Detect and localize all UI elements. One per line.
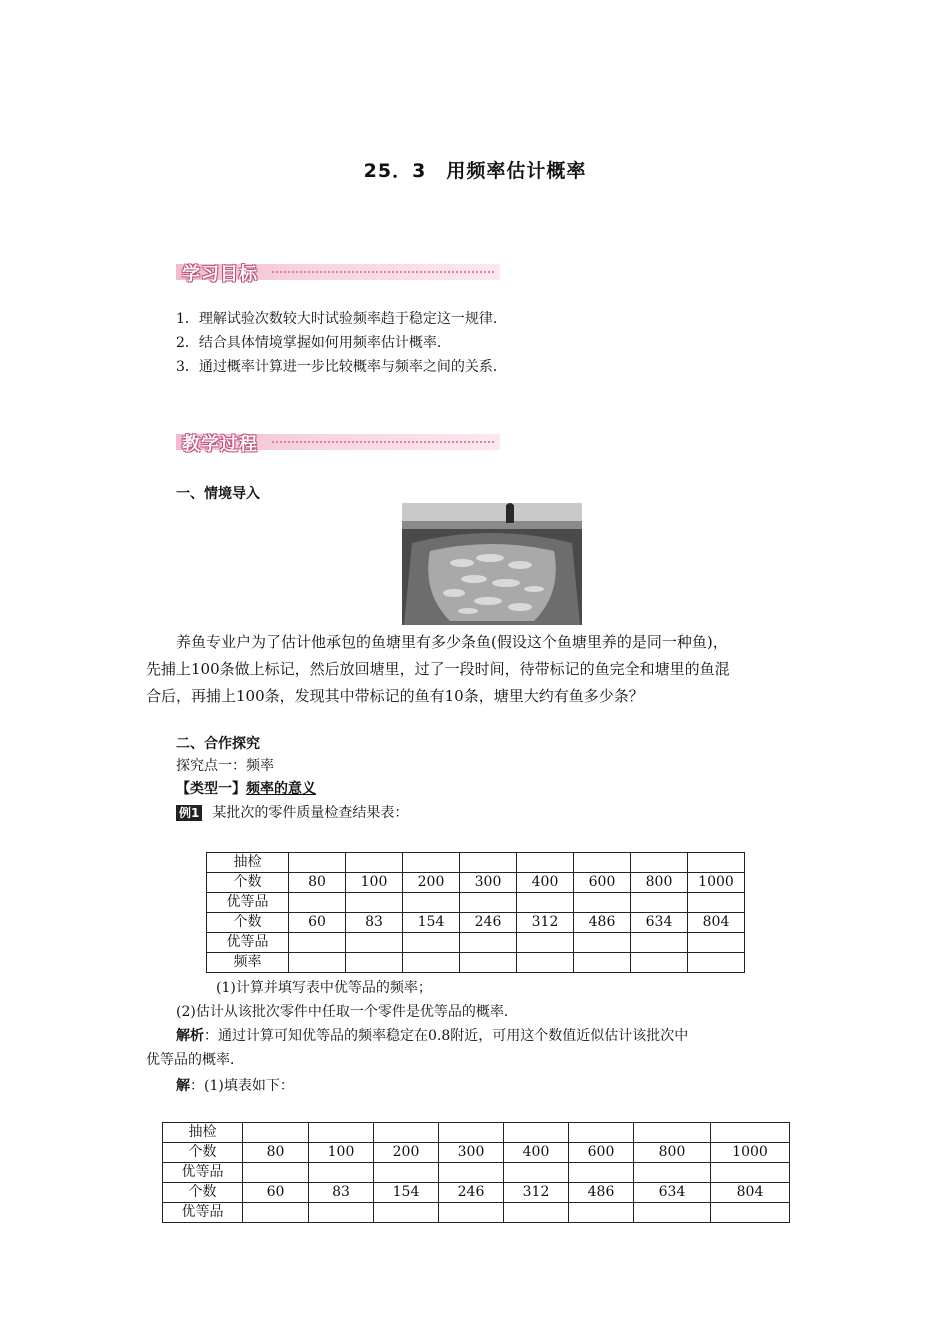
table-cell: 83 <box>346 913 403 933</box>
solution-text: ：(1)填表如下： <box>190 1078 294 1094</box>
table-row <box>207 873 745 893</box>
goal-2: 2．结合具体情境掌握如何用频率估计概率． <box>176 335 451 351</box>
intro-line-1: 养鱼专业户为了估计他承包的鱼塘里有多少条鱼(假设这个鱼塘里养的是同一种鱼)， <box>176 633 728 651</box>
row-label: 个数 <box>163 1143 243 1163</box>
row-label: 个数 <box>163 1183 243 1203</box>
table-cell: 100 <box>346 873 403 893</box>
table-row <box>207 853 745 873</box>
intro-line-2: 先捕上100条做上标记，然后放回塘里，过了一段时间，待带标记的鱼完全和塘里的鱼混 <box>146 660 730 678</box>
table-cell: 200 <box>374 1143 439 1163</box>
goal-3: 3．通过概率计算进一步比较概率与频率之间的关系． <box>176 359 507 375</box>
analysis-label: 解析 <box>176 1028 204 1044</box>
type-heading <box>176 779 316 799</box>
analysis-line-2: 优等品的概率． <box>146 1052 244 1068</box>
page-title: 25．3 用频率估计概率 <box>363 160 587 182</box>
solution-label: 解 <box>176 1078 190 1094</box>
table-row <box>163 1123 790 1143</box>
table-cell: 200 <box>403 873 460 893</box>
table-cell: 300 <box>460 873 517 893</box>
explore-point: 探究点一：频率 <box>176 758 274 774</box>
banner-dotted-line <box>272 441 494 443</box>
row-label: 优等品 <box>163 1163 243 1183</box>
example-line <box>176 803 408 823</box>
solution-line <box>176 1076 294 1096</box>
table-row <box>207 933 745 953</box>
type-title: 频率的意义 <box>246 781 316 797</box>
table-cell: 600 <box>574 873 631 893</box>
teaching-process-banner <box>176 430 500 454</box>
row-label: 优等品 <box>163 1203 243 1223</box>
example-text: 某批次的零件质量检查结果表： <box>212 805 409 821</box>
table-cell: 800 <box>634 1143 711 1163</box>
table-cell: 800 <box>631 873 688 893</box>
row-label: 抽检 <box>163 1123 243 1143</box>
type-prefix: 【类型一】 <box>176 781 246 797</box>
analysis-text: ：通过计算可知优等品的频率稳定在0.8附近，可用这个数值近似估计该批次中 <box>204 1028 689 1044</box>
table-row <box>163 1203 790 1223</box>
table-cell: 312 <box>504 1183 569 1203</box>
table-row <box>207 893 745 913</box>
table-cell: 312 <box>517 913 574 933</box>
table-row <box>163 1163 790 1183</box>
table-cell: 400 <box>504 1143 569 1163</box>
example-badge: 例1 <box>176 805 202 821</box>
table-cell: 634 <box>631 913 688 933</box>
table-row <box>163 1143 790 1163</box>
quality-table-2 <box>162 1122 790 1223</box>
intro-line-3: 合后，再捕上100条，发现其中带标记的鱼有10条，塘里大约有鱼多少条？ <box>146 687 644 705</box>
cooperative-inquiry-heading: 二、合作探究 <box>176 736 260 752</box>
learning-goals-banner <box>176 260 500 284</box>
table-cell: 100 <box>309 1143 374 1163</box>
table-cell: 80 <box>289 873 346 893</box>
row-label: 个数 <box>207 913 289 933</box>
row-label: 优等品 <box>207 933 289 953</box>
fish-pond-icon <box>402 503 582 625</box>
row-label: 个数 <box>207 873 289 893</box>
table-cell: 154 <box>403 913 460 933</box>
table-cell: 246 <box>460 913 517 933</box>
row-label: 频率 <box>207 953 289 973</box>
table-cell: 60 <box>243 1183 309 1203</box>
row-label: 抽检 <box>207 853 289 873</box>
question-1: (1)计算并填写表中优等品的频率； <box>216 980 432 996</box>
table-cell: 1000 <box>711 1143 790 1163</box>
table-cell: 600 <box>569 1143 634 1163</box>
table-cell: 154 <box>374 1183 439 1203</box>
table-cell: 634 <box>634 1183 711 1203</box>
table-cell: 80 <box>243 1143 309 1163</box>
table-cell: 83 <box>309 1183 374 1203</box>
table-cell: 246 <box>439 1183 504 1203</box>
scenario-heading: 一、情境导入 <box>176 486 260 502</box>
table-row <box>207 953 745 973</box>
table-cell: 300 <box>439 1143 504 1163</box>
table-cell: 60 <box>289 913 346 933</box>
table-cell: 486 <box>569 1183 634 1203</box>
table-row <box>207 913 745 933</box>
banner-label: 教学过程 <box>182 434 258 455</box>
table-cell: 400 <box>517 873 574 893</box>
table-row <box>163 1183 790 1203</box>
question-2: (2)估计从该批次零件中任取一个零件是优等品的概率． <box>176 1004 518 1020</box>
table-cell: 486 <box>574 913 631 933</box>
fish-pond-photo <box>402 503 582 625</box>
banner-dotted-line <box>272 271 494 273</box>
table-cell: 804 <box>688 913 745 933</box>
quality-table-1 <box>206 852 745 973</box>
analysis-line-1 <box>176 1026 688 1046</box>
goal-1: 1．理解试验次数较大时试验频率趋于稳定这一规律． <box>176 311 507 327</box>
table-cell: 804 <box>711 1183 790 1203</box>
table-cell: 1000 <box>688 873 745 893</box>
banner-label: 学习目标 <box>182 264 258 285</box>
row-label: 优等品 <box>207 893 289 913</box>
